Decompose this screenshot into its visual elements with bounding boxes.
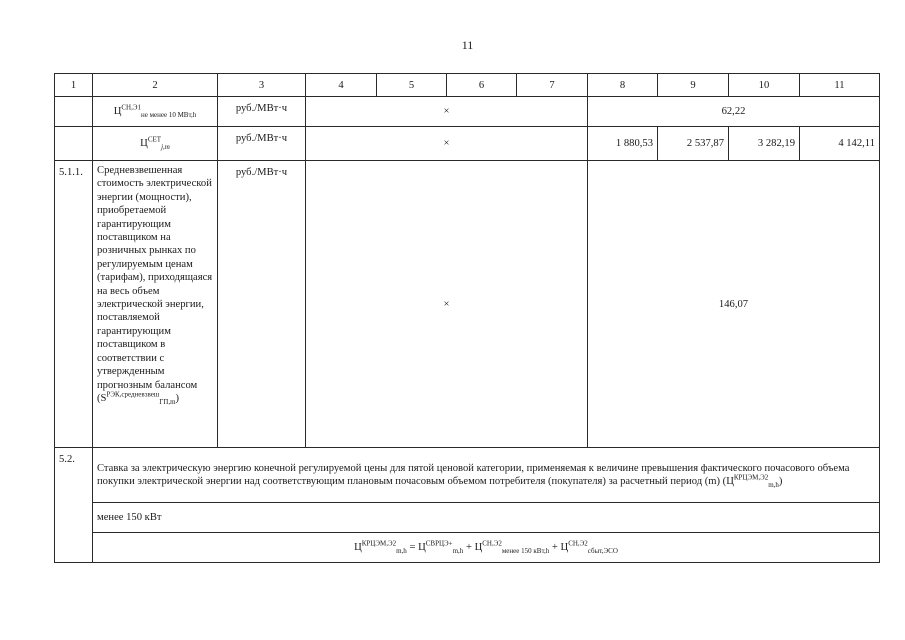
indicator-description: Средневзвешенная стоимость электрической энергии (мощности), приобретаемой гарантирующим поставщиком на розничных рынках по регулируемым ценам (тарифам), приходящаяся на весь объем электрической энергии, поставляемой гарантирующим поставщиком в соответствии с утвержденным прогнозным балансом $(S^{РЭК,средневзвеш}_{ГП,m})$ bbox=[93, 161, 218, 448]
table-row bbox=[55, 161, 880, 448]
price-formula: $Ц^{КРЦЭМ,Э2}_{m,h} = Ц^{СВРЦЭ+}_{m,h} + Ц^{СН,Э2}_{менее 150 кВт,h} + Ц^{СН,Э2}_{сбыт,ЭСО}$ bbox=[93, 533, 880, 563]
row-number-cell: 5.1.1. bbox=[55, 161, 93, 448]
value-cell: 146,07 bbox=[588, 161, 880, 448]
unit-cell: руб./МВт·ч bbox=[218, 161, 306, 448]
table-row bbox=[55, 97, 880, 127]
header-cell: 8 bbox=[588, 74, 658, 97]
category-label: менее 150 кВт bbox=[93, 503, 880, 533]
table-row bbox=[55, 533, 880, 563]
table-row bbox=[55, 448, 880, 503]
indicator-symbol: $Ц^{СН,Э1}_{не менее 10 МВт,h}$ bbox=[93, 97, 218, 127]
unit-cell: руб./МВт·ч bbox=[218, 97, 306, 127]
header-cell: 11 bbox=[800, 74, 880, 97]
header-cell: 5 bbox=[377, 74, 447, 97]
table-row bbox=[55, 503, 880, 533]
header-cell: 3 bbox=[218, 74, 306, 97]
table-row bbox=[55, 127, 880, 161]
value-cell: 1 880,53 bbox=[588, 127, 658, 161]
header-cell: 10 bbox=[729, 74, 800, 97]
header-cell: 1 bbox=[55, 74, 93, 97]
header-cell: 4 bbox=[306, 74, 377, 97]
cross-cell: × bbox=[306, 127, 588, 161]
rate-description: Ставка за электрическую энергию конечной регулируемой цены для пятой ценовой категории, применяемая к величине превышения фактического почасового объема покупки электрической энергии над соответствующим плановым почасовым объемом потребителя (покупателя) за расчетный период (m) $(Ц^{КРЦЭМ,Э2}_{m,h})$ bbox=[93, 448, 880, 503]
header-cell: 7 bbox=[517, 74, 588, 97]
page-number: 11 bbox=[461, 38, 474, 52]
row-number-cell bbox=[55, 127, 93, 161]
header-cell: 9 bbox=[658, 74, 729, 97]
row-number-cell: 5.2. bbox=[55, 448, 93, 563]
value-cell: 2 537,87 bbox=[658, 127, 729, 161]
table-header-row bbox=[55, 74, 880, 97]
indicator-symbol: $Ц^{СЕТ}_{j,m}$ bbox=[93, 127, 218, 161]
row-number-cell bbox=[55, 97, 93, 127]
value-cell: 62,22 bbox=[588, 97, 880, 127]
cross-cell: × bbox=[306, 97, 588, 127]
header-cell: 2 bbox=[93, 74, 218, 97]
unit-cell: руб./МВт·ч bbox=[218, 127, 306, 161]
tariff-table bbox=[54, 73, 880, 563]
value-cell: 4 142,11 bbox=[800, 127, 880, 161]
value-cell: 3 282,19 bbox=[729, 127, 800, 161]
header-cell: 6 bbox=[447, 74, 517, 97]
cross-cell: × bbox=[306, 161, 588, 448]
